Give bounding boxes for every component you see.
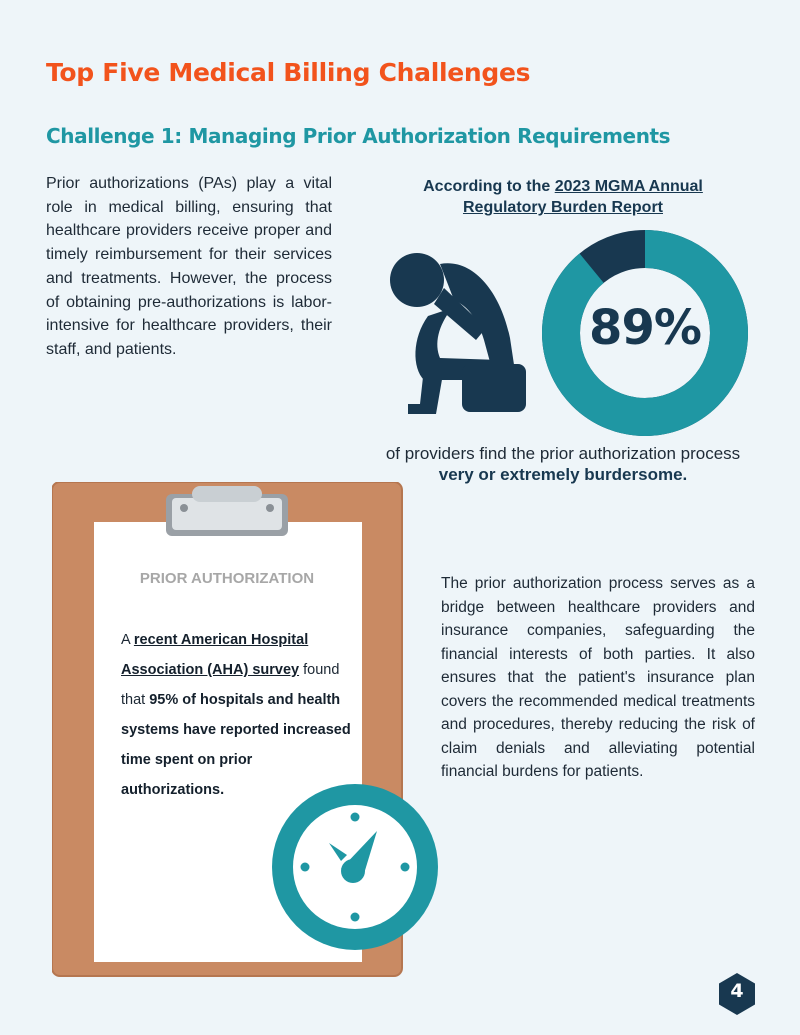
stat-value: 89% [589,300,701,356]
stat-caption-prefix: of providers find the prior authorization process [385,444,741,463]
clipboard-text-bold: 95% of hospitals and health systems have reported increased time spent on prior authorizations. [121,692,351,798]
clock-icon [271,783,439,951]
body-paragraph: The prior authorization process serves as a bridge between healthcare providers and insurance companies, safeguarding the financial interests of both parties. It also ensures that the patient's insurance plan covers the recommended medical treatments and procedures, thereby reducing the risk of claim denials and alleviating potential financial burdens for patients. [441,575,755,780]
page-title: Top Five Medical Billing Challenges [46,58,531,87]
challenge-heading: Challenge 1: Managing Prior Authorization Requirements [46,124,671,148]
mgma-report-link[interactable]: 2023 MGMA Annual Regulatory Burden Report [462,178,703,216]
stressed-person-icon [380,228,530,418]
stat-heading-prefix: According to the [423,178,555,195]
clipboard-heading: PRIOR AUTHORIZATION [139,570,315,587]
clipboard-text-prefix: A [121,632,134,648]
stat-heading [385,176,741,218]
intro-paragraph: Prior authorizations (PAs) play a vital role in medical billing, ensuring that healthcare providers receive proper and timely reimbursement for their services and treatments. However, the process of obtaining pre-authorizations is labor-intensive for healthcare providers, their staff, and patients. [46,175,332,358]
clipboard-text-middle: found that [121,662,340,708]
stat-caption-bold: very or extremely burdersome. [438,464,688,484]
stat-caption [385,444,741,485]
aha-survey-link[interactable]: recent American Hospital Association (AHA) survey [121,632,309,678]
page-number: 4 [730,980,744,1002]
clipboard-paragraph [121,625,357,805]
